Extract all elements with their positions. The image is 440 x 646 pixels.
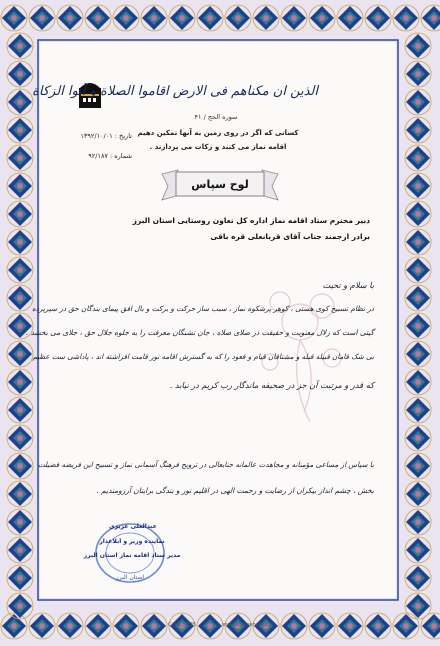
border-tile [405,313,431,339]
border-tile [7,257,33,283]
border-tile [405,369,431,395]
border-tile [7,593,33,619]
certificate-title: لوح سپاس [191,178,249,191]
signature-name: عبدالعلی عزیزی [109,523,157,530]
body-line: که قدر و مرتبت آن جز در صحیفه ماندگار رب کریم در نیابد . [169,380,374,390]
border-tile [113,613,139,639]
border-tile [29,613,55,639]
border-tile [405,565,431,591]
border-tile [57,613,83,639]
border-tile [7,229,33,255]
border-tile [405,201,431,227]
border-tile [253,5,279,31]
border-tile [225,5,251,31]
stamp-text: استان البرز [115,574,145,581]
footer-website: www.eqamehsalat.ir [222,622,273,628]
quran-verse: الذین ان مکناهم فی الارض اقاموا الصلاة و آتوا الزکاة [32,84,318,99]
border-tile [365,5,391,31]
date-field: تاریخ : ۱۳۹۲/۱۰/۰۱ [80,132,132,140]
footer-form-code: Code : T.25 [168,622,197,628]
border-tile [405,537,431,563]
border-tile [281,613,307,639]
border-tile [169,5,195,31]
translation-line: اقامه نماز می کنند و زکات می پردازند . [149,143,287,151]
border-tile [7,285,33,311]
body-line: بی شک قامان قبیله قبله و مشتاقان قیام و قعود را که به گسترش اقامه نور قامت افراشته اند ، پاداشی ست عظیم [32,352,374,361]
sura-reference: سوره الحج / ۴۱ [194,113,238,121]
border-tile [1,613,27,639]
border-tile [365,613,391,639]
border-tile [7,61,33,87]
border-tile [405,425,431,451]
border-tile [405,453,431,479]
border-tile [7,117,33,143]
signature-title: مدیر ستاد اقامه نماز استان البرز [83,552,181,559]
border-tile [405,61,431,87]
border-tile [405,257,431,283]
recipient-line: دبیر محترم ستاد اقامه نماز اداره کل تعاون روستایی استان البرز [132,216,370,225]
border-tile [7,89,33,115]
border-tile [7,201,33,227]
border-tile [405,509,431,535]
body-line: با سپاس از مساعی مؤمنانه و مجاهدت عالمانه جنابعالی در ترویج فرهنگ آسمانی نماز و تسبیح این فریضه فضیلت [37,460,374,469]
border-tile [405,117,431,143]
border-tile [57,5,83,31]
border-tile [29,5,55,31]
signature-title: نماینده وزیر و ابلاغدار [99,538,165,545]
border-tile [309,613,335,639]
border-tile [197,5,223,31]
border-tile [405,285,431,311]
border-tile [85,613,111,639]
border-tile [7,145,33,171]
border-tile [405,145,431,171]
number-field: شماره : ۹۲/۱۸۷ [88,152,132,160]
border-tile [7,537,33,563]
border-tile [405,397,431,423]
body-line: بخش ، چشم انداز بیکران از رضایت و رحمت الهی در اقلیم نور و بندگی برایتان آرزومندیم . [96,486,374,495]
border-tile [7,425,33,451]
border-tile [405,229,431,255]
border-tile [405,341,431,367]
border-tile [7,453,33,479]
verse-translation [118,126,318,154]
border-tile [405,593,431,619]
border-tile [393,613,419,639]
border-tile [7,33,33,59]
border-tile [7,173,33,199]
translation-line: کسانی که اگر در روی زمین به آنها تمکین دهیم [137,129,299,137]
border-tile [1,5,27,31]
border-tile [405,481,431,507]
border-tile [393,5,419,31]
body-line: در نظام تسبیح کوی هستی ، کوهر پرشکوه نماز ، سبب ساز حرکت و برکت و بال افق پیمای بندگان حق در سپرپرده [32,304,374,313]
border-tile [7,397,33,423]
border-tile [405,89,431,115]
border-tile [7,509,33,535]
border-tile [337,613,363,639]
border-tile [337,5,363,31]
border-tile [7,481,33,507]
body-line: با سلام و تحیت [322,280,374,290]
body-line: گیتی است که زلال معنویت و حقیقت در صلای صلاه ، جان تشنگان معرفت را به جلوه جلال حق ، جلای می بخشد . [25,328,374,337]
border-tile [141,5,167,31]
border-tile [113,5,139,31]
recipient-line: برادر ارجمند جناب آقای قربانعلی قره باقی [210,232,370,241]
border-tile [7,369,33,395]
border-tile [7,565,33,591]
border-tile [85,5,111,31]
border-tile [141,613,167,639]
border-tile [281,5,307,31]
border-tile [197,613,223,639]
border-tile [309,5,335,31]
border-tile [405,33,431,59]
border-tile [7,341,33,367]
border-tile [405,173,431,199]
